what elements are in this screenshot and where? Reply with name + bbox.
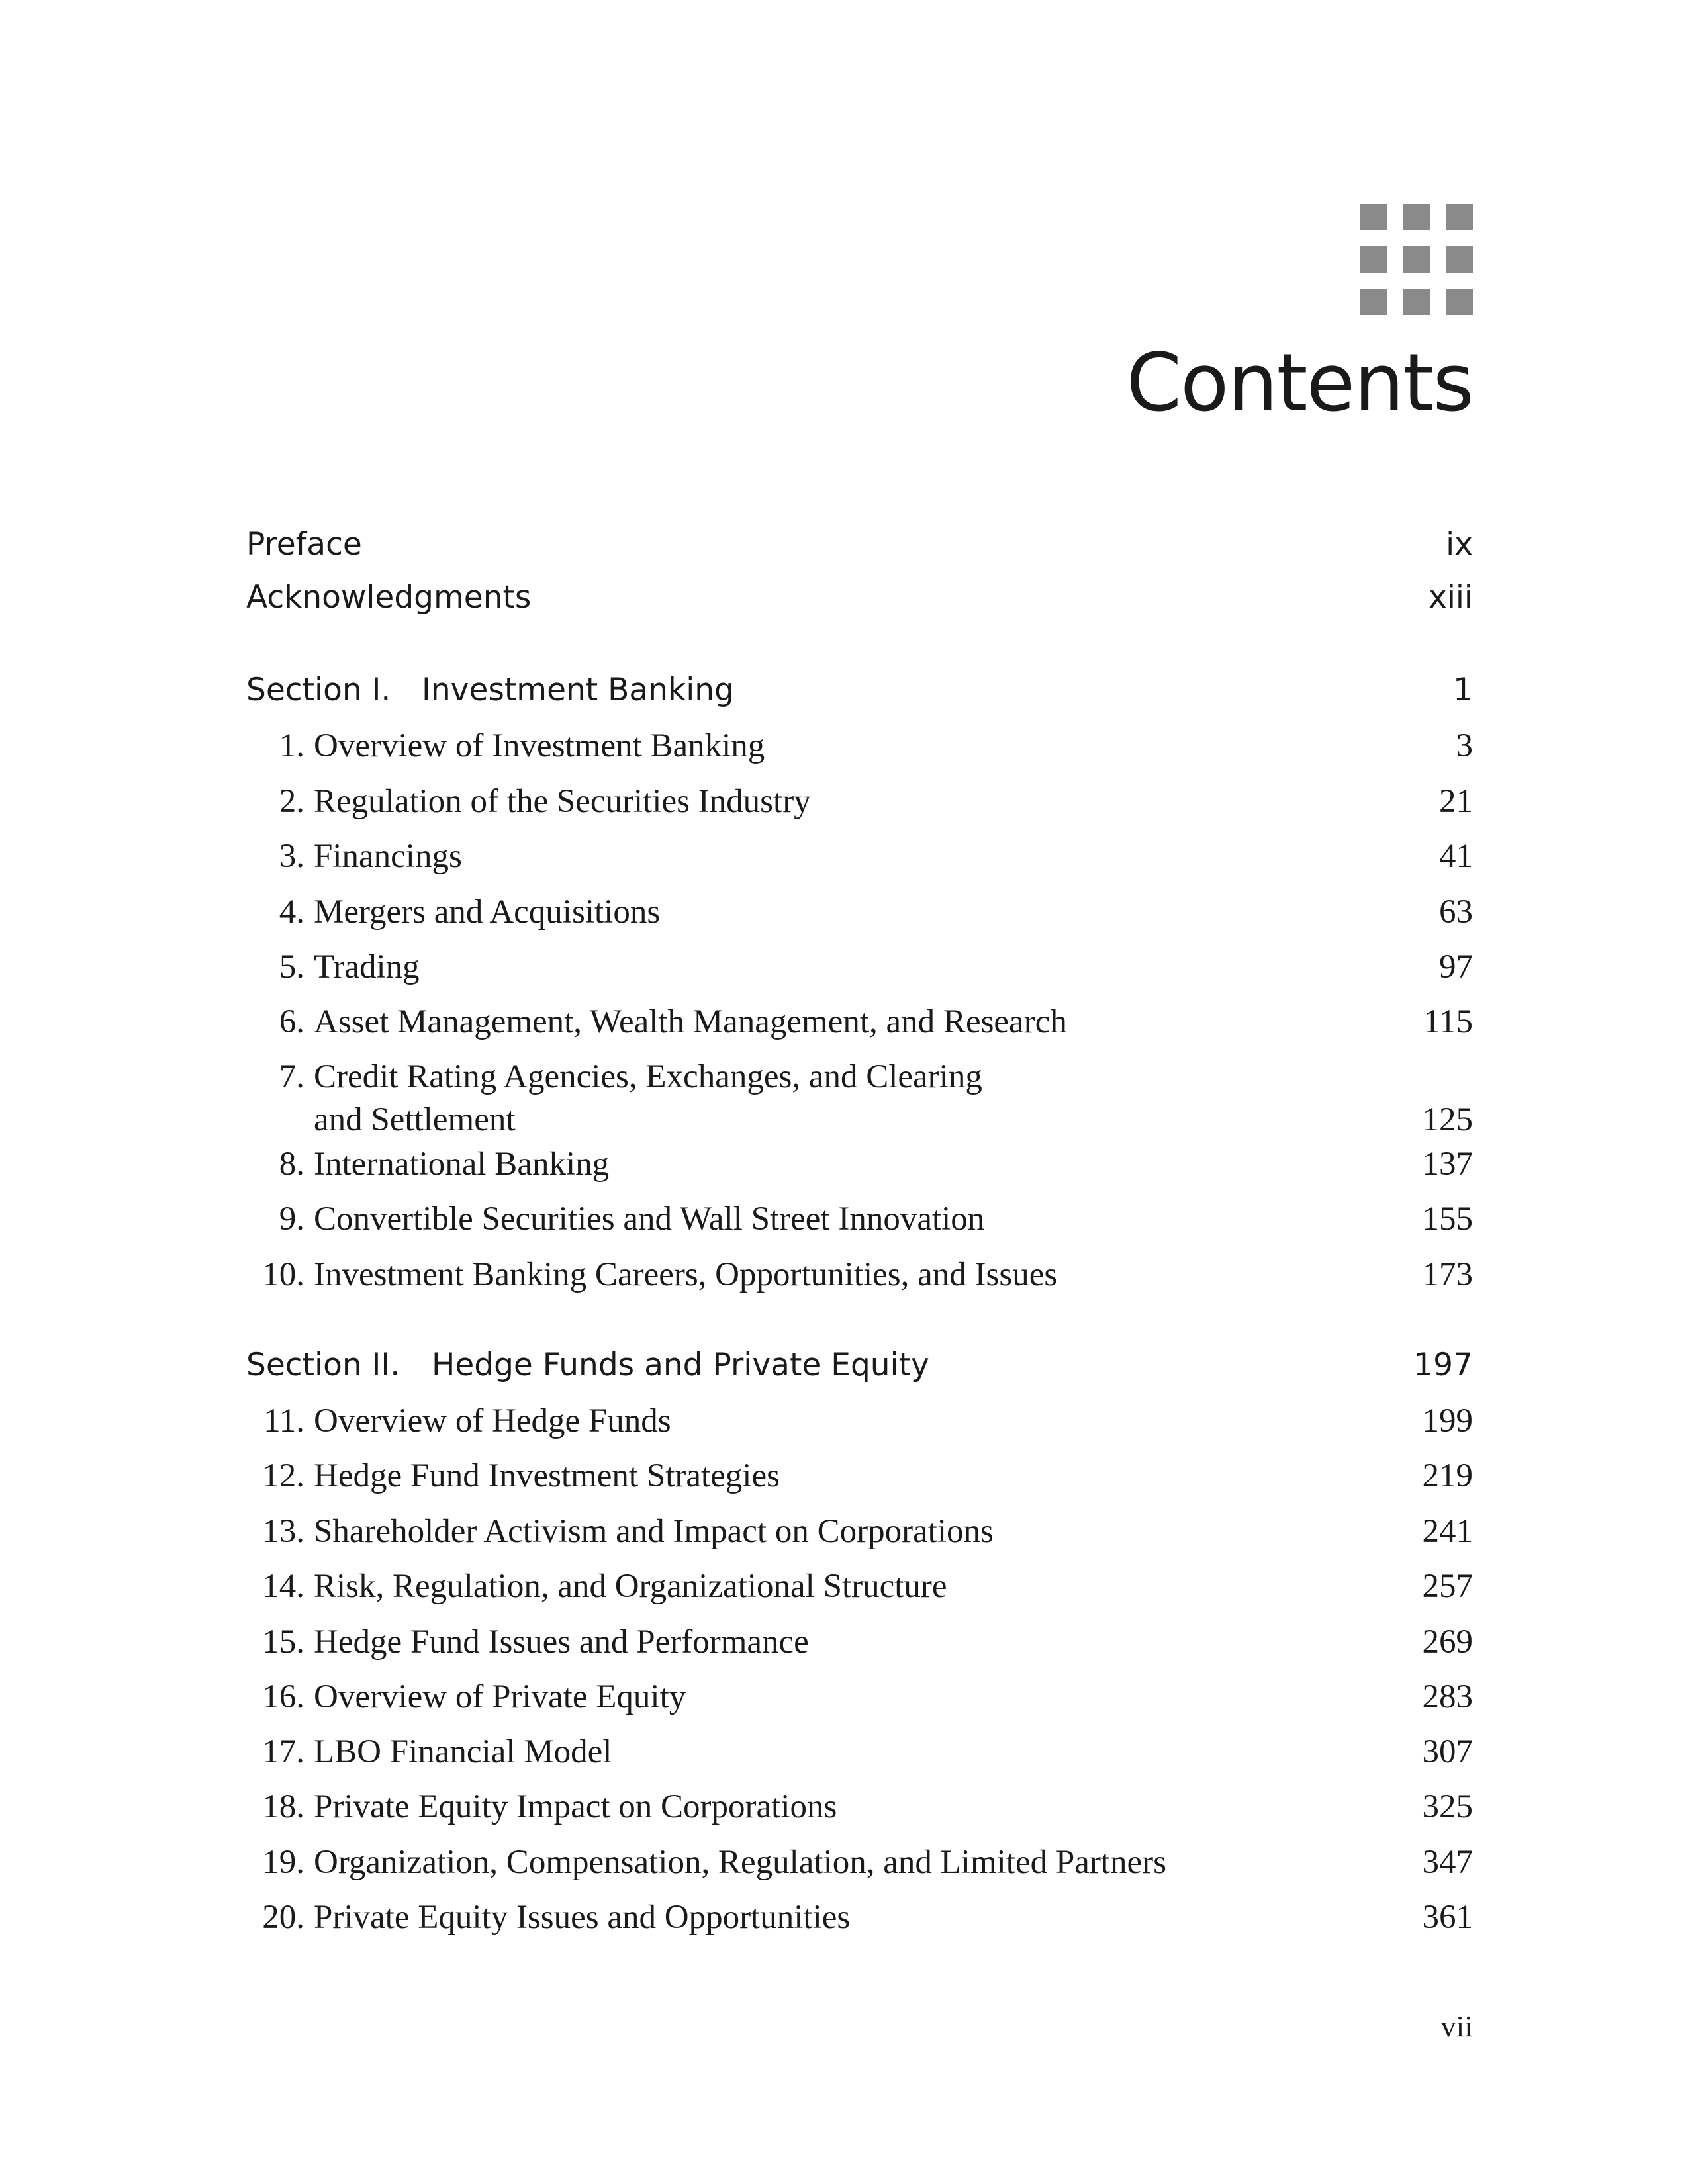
toc-chapter[interactable]: [246, 1457, 1473, 1495]
toc-chapter[interactable]: [246, 1200, 1473, 1238]
chapter-number: 16.: [262, 1678, 305, 1715]
toc-chapter[interactable]: [246, 1788, 1473, 1826]
toc-chapter[interactable]: [246, 948, 1473, 986]
chapter-number: 9.: [279, 1201, 305, 1238]
chapter-number: 11.: [263, 1402, 305, 1439]
toc-chapter-continuation[interactable]: [246, 1101, 1473, 1139]
chapter-number: 1.: [279, 727, 305, 764]
toc-entry-label: Acknowledgments: [246, 579, 532, 615]
chapter-number: 13.: [262, 1513, 305, 1550]
toc-page-number: 1: [1453, 672, 1473, 708]
toc-page-number: 97: [1439, 948, 1473, 985]
grid-square: [1360, 204, 1387, 230]
toc-chapter[interactable]: [246, 1567, 1473, 1606]
page-title: Contents: [1126, 338, 1473, 430]
toc-page-number: 283: [1422, 1678, 1473, 1715]
chapter-title: LBO Financial Model: [314, 1733, 612, 1770]
toc-page-number: 269: [1422, 1623, 1473, 1661]
chapter-number: 6.: [279, 1003, 305, 1040]
chapter-title: Financings: [314, 838, 462, 875]
chapter-title: Trading: [314, 948, 420, 985]
grid-square: [1403, 246, 1430, 273]
toc-page-number: 219: [1422, 1457, 1473, 1494]
chapter-title-continuation: and Settlement: [314, 1101, 516, 1138]
toc-chapter[interactable]: [246, 837, 1473, 876]
chapter-title: Overview of Private Equity: [314, 1678, 686, 1715]
toc-page-number: 125: [1422, 1101, 1473, 1138]
chapter-title: Asset Management, Wealth Management, and Research: [314, 1003, 1067, 1040]
grid-square: [1360, 246, 1387, 273]
chapter-title: Overview of Hedge Funds: [314, 1402, 671, 1439]
toc-page-number: 325: [1422, 1788, 1473, 1825]
grid-square: [1446, 204, 1473, 230]
chapter-number: 15.: [262, 1623, 305, 1661]
toc-chapter[interactable]: [246, 1512, 1473, 1551]
toc-chapter[interactable]: [246, 1058, 1473, 1096]
toc-page-number: 257: [1422, 1568, 1473, 1605]
toc-chapter[interactable]: [246, 782, 1473, 821]
chapter-number: 18.: [262, 1788, 305, 1825]
toc-page-number: 199: [1422, 1402, 1473, 1439]
section-prefix: Section II.: [246, 1347, 400, 1383]
toc-page-number: 41: [1439, 838, 1473, 875]
chapter-title: Hedge Fund Issues and Performance: [314, 1623, 809, 1661]
chapter-number: 20.: [262, 1899, 305, 1936]
toc-entry-label: Preface: [246, 526, 362, 563]
toc-page-number: 241: [1422, 1513, 1473, 1550]
toc-chapter[interactable]: [246, 727, 1473, 765]
chapter-number: 2.: [279, 783, 305, 820]
grid-square: [1446, 289, 1473, 315]
toc-entry-acknowledgments[interactable]: [246, 579, 1473, 615]
toc-chapter[interactable]: [246, 1255, 1473, 1294]
chapter-number: 17.: [262, 1733, 305, 1770]
chapter-number: 3.: [279, 838, 305, 875]
chapter-title: Investment Banking Careers, Opportunities, and Issues: [314, 1256, 1058, 1293]
toc-chapter[interactable]: [246, 1402, 1473, 1440]
grid-logo-icon: [1360, 204, 1473, 316]
page-folio: vii: [1440, 2009, 1473, 2043]
section-prefix: Section I.: [246, 672, 391, 708]
toc-page-number: 361: [1422, 1899, 1473, 1936]
toc-page-number: ix: [1446, 526, 1473, 563]
grid-square: [1403, 204, 1430, 230]
chapter-title: Private Equity Impact on Corporations: [314, 1788, 837, 1825]
chapter-number: 10.: [262, 1256, 305, 1293]
toc-chapter[interactable]: [246, 1003, 1473, 1041]
toc-chapter[interactable]: [246, 1843, 1473, 1882]
toc-page-number: 155: [1422, 1201, 1473, 1238]
section-title: Investment Banking: [422, 672, 734, 708]
toc-page-number: xiii: [1429, 579, 1473, 615]
chapter-number: 19.: [262, 1844, 305, 1881]
chapter-title: Private Equity Issues and Opportunities: [314, 1899, 851, 1936]
toc-page-number: 21: [1439, 783, 1473, 820]
toc-page-number: 173: [1422, 1256, 1473, 1293]
chapter-title: Convertible Securities and Wall Street Innovation: [314, 1201, 985, 1238]
toc-page-number: 3: [1456, 727, 1473, 764]
chapter-number: 8.: [279, 1146, 305, 1183]
chapter-number: 7.: [279, 1058, 305, 1095]
chapter-title: Mergers and Acquisitions: [314, 893, 661, 931]
toc-chapter[interactable]: [246, 1623, 1473, 1661]
chapter-title: Shareholder Activism and Impact on Corporations: [314, 1513, 994, 1550]
chapter-title: Overview of Investment Banking: [314, 727, 765, 764]
toc-page-number: 197: [1413, 1347, 1473, 1383]
grid-square: [1360, 289, 1387, 315]
chapter-number: 14.: [262, 1568, 305, 1605]
chapter-title: Regulation of the Securities Industry: [314, 783, 811, 820]
toc-section-2[interactable]: [246, 1347, 1473, 1383]
toc-section-1[interactable]: [246, 672, 1473, 708]
toc-chapter[interactable]: [246, 893, 1473, 931]
toc-chapter[interactable]: [246, 1898, 1473, 1936]
toc-page-number: 137: [1422, 1146, 1473, 1183]
grid-square: [1403, 289, 1430, 315]
chapter-number: 4.: [279, 893, 305, 931]
toc-page-number: 115: [1423, 1003, 1473, 1040]
grid-square: [1446, 246, 1473, 273]
toc-page-number: 63: [1439, 893, 1473, 931]
chapter-title: Organization, Compensation, Regulation, and Limited Partners: [314, 1844, 1166, 1881]
chapter-title: Hedge Fund Investment Strategies: [314, 1457, 780, 1494]
toc-page-number: 347: [1422, 1844, 1473, 1881]
section-title: Hedge Funds and Private Equity: [432, 1347, 929, 1383]
chapter-number: 12.: [262, 1457, 305, 1494]
chapter-title: International Banking: [314, 1146, 610, 1183]
toc-chapter[interactable]: [246, 1678, 1473, 1716]
toc-chapter[interactable]: [246, 1733, 1473, 1771]
toc-entry-preface[interactable]: [246, 526, 1473, 563]
toc-page-number: 307: [1422, 1733, 1473, 1770]
chapter-number: 5.: [279, 948, 305, 985]
chapter-title: Risk, Regulation, and Organizational Structure: [314, 1568, 947, 1605]
chapter-title: Credit Rating Agencies, Exchanges, and Clearing: [314, 1058, 982, 1095]
toc-chapter[interactable]: [246, 1145, 1473, 1183]
